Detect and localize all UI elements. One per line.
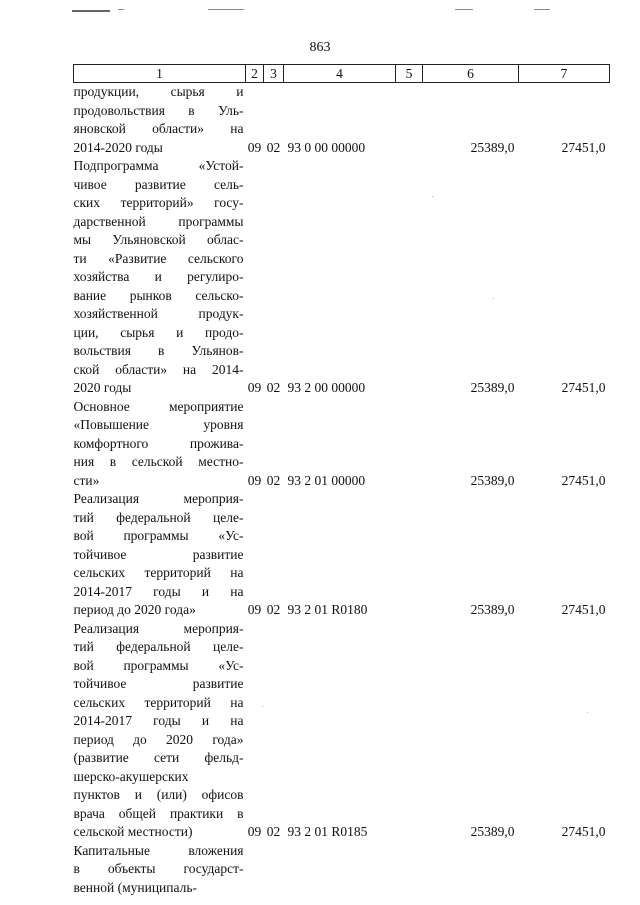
amount-year-1: 25389,0 [470, 139, 515, 155]
section-code: 09 [247, 139, 262, 155]
row-name-line: продовольствия в Уль- [73, 102, 244, 118]
scan-artifact-line [534, 9, 550, 10]
row-name-cell [74, 620, 246, 842]
row-name-line: Капитальные вложения [73, 842, 244, 858]
target-article-code: 93 2 01 R0185 [287, 824, 368, 839]
row-name-line: чивое развитие сель- [73, 176, 244, 192]
row-name-line: вой программы «Ус- [73, 657, 244, 673]
scan-speck [432, 196, 433, 197]
scan-artifact-line [208, 9, 244, 10]
row-name-cell [74, 83, 246, 158]
subsection-code: 02 [266, 380, 281, 395]
row-name-line: Реализация мероприя- [73, 491, 244, 506]
row-name-line: пунктов и (или) офисов [73, 787, 244, 802]
row-name-line: ских территорий» госу- [73, 195, 244, 210]
header-cell: 7 [519, 65, 610, 83]
amount-year-2: 27451,0 [561, 472, 606, 488]
row-name-line: яновской области» на [73, 121, 244, 136]
expense-type-code [396, 842, 423, 898]
row-name-cell [74, 842, 246, 898]
target-article-code: 93 2 01 R0180 [287, 602, 368, 617]
row-name-line: хозяйственной продук- [73, 306, 244, 321]
row-name-cell [74, 157, 246, 398]
header-cell: 3 [264, 65, 284, 83]
scan-speck [587, 712, 588, 713]
row-name-line: сельской местности) [73, 824, 193, 839]
amount-year-2 [519, 842, 610, 898]
row-name-cell [74, 490, 246, 620]
header-cell: 6 [423, 65, 519, 83]
row-name-line: 2014-2020 годы [73, 139, 163, 155]
subsection-code: 02 [266, 139, 281, 155]
table-row [74, 842, 610, 898]
subsection-code: 02 [266, 824, 281, 839]
row-name-line: продукции, сырья и [73, 84, 244, 99]
expense-type-code [396, 157, 423, 398]
row-name-line: вание рынков сельско- [73, 287, 244, 303]
row-name-line: мы Ульяновской облас- [73, 232, 244, 247]
header-cell: 5 [396, 65, 423, 83]
page-number: 863 [309, 40, 331, 55]
row-name-line: шерско-акушерских [73, 768, 189, 784]
row-name-line: 2014-2017 годы и на [73, 713, 244, 728]
row-name-line: сельских территорий на [73, 694, 244, 710]
expense-type-code [396, 620, 423, 842]
row-name-line: тойчивое развитие [73, 546, 244, 562]
target-article-code: 93 2 00 00000 [287, 380, 366, 395]
table-header-row [74, 65, 610, 83]
scan-speck [262, 706, 263, 707]
row-name-line: хозяйства и регулиро- [73, 269, 244, 284]
row-name-line: венной (муниципаль- [73, 879, 197, 895]
header-cell: 1 [74, 65, 246, 83]
row-name-line: вой программы «Ус- [73, 528, 244, 543]
scan-artifact-line [72, 10, 110, 12]
header-cell: 2 [246, 65, 264, 83]
subsection-code: 02 [266, 472, 281, 488]
scan-speck [493, 298, 494, 299]
row-name-line: тий федеральной целе- [73, 639, 244, 654]
row-name-line: ния в сельской местно- [73, 454, 244, 469]
amount-year-2: 27451,0 [561, 602, 606, 617]
row-name-line: сти» [73, 472, 100, 488]
table-row [74, 620, 610, 842]
amount-year-1: 25389,0 [470, 472, 515, 488]
row-name-line: ти «Развитие сельского [73, 250, 244, 266]
table-body [74, 83, 610, 898]
table-row [74, 157, 610, 398]
row-name-line: Реализация мероприя- [73, 620, 244, 636]
amount-year-2: 27451,0 [561, 139, 606, 155]
header-cell: 4 [284, 65, 396, 83]
scan-artifact-line [118, 9, 124, 10]
row-name-line: (развитие сети фельд- [73, 750, 244, 765]
row-name-line: 2014-2017 годы и на [73, 583, 244, 599]
amount-year-1: 25389,0 [470, 602, 515, 617]
row-name-line: период до 2020 года» [73, 602, 196, 617]
amount-year-1: 25389,0 [470, 380, 515, 395]
amount-year-1 [423, 842, 519, 898]
row-name-cell [74, 398, 246, 491]
table-row [74, 398, 610, 491]
scan-artifact-line [455, 9, 473, 10]
amount-year-2: 27451,0 [561, 824, 606, 839]
row-name-line: комфортного прожива- [73, 435, 244, 451]
row-name-line: 2020 годы [73, 380, 132, 395]
row-name-line: Подпрограмма «Устой- [73, 158, 244, 173]
subsection-code [264, 842, 284, 898]
row-name-line: ции, сырья и продо- [73, 324, 244, 340]
amount-year-2: 27451,0 [561, 380, 606, 395]
row-name-line: сельских территорий на [73, 565, 244, 580]
subsection-code: 02 [266, 602, 281, 617]
target-article-code: 93 2 01 00000 [287, 472, 366, 488]
section-code: 09 [247, 380, 262, 395]
section-code: 09 [247, 602, 262, 617]
section-code: 09 [247, 824, 262, 839]
target-article-code [284, 842, 396, 898]
table-row [74, 490, 610, 620]
target-article-code: 93 0 00 00000 [287, 139, 366, 155]
row-name-line: тий федеральной целе- [73, 509, 244, 525]
row-name-line: врача общей практики в [73, 805, 244, 821]
section-code: 09 [247, 472, 262, 488]
expense-type-code [396, 398, 423, 491]
expense-type-code [396, 83, 423, 158]
expense-type-code [396, 490, 423, 620]
row-name-line: Основное мероприятие [73, 398, 244, 414]
row-name-line: тойчивое развитие [73, 676, 244, 691]
row-name-line: период до 2020 года» [73, 731, 244, 747]
row-name-line: дарственной программы [73, 213, 244, 229]
table-row [74, 83, 610, 158]
row-name-line: вольствия в Ульянов- [73, 343, 244, 358]
section-code [246, 842, 264, 898]
row-name-line: ской области» на 2014- [73, 361, 244, 377]
amount-year-1: 25389,0 [470, 824, 515, 839]
row-name-line: в объекты государст- [73, 861, 244, 876]
budget-table [73, 64, 610, 897]
row-name-line: «Повышение уровня [73, 417, 244, 432]
